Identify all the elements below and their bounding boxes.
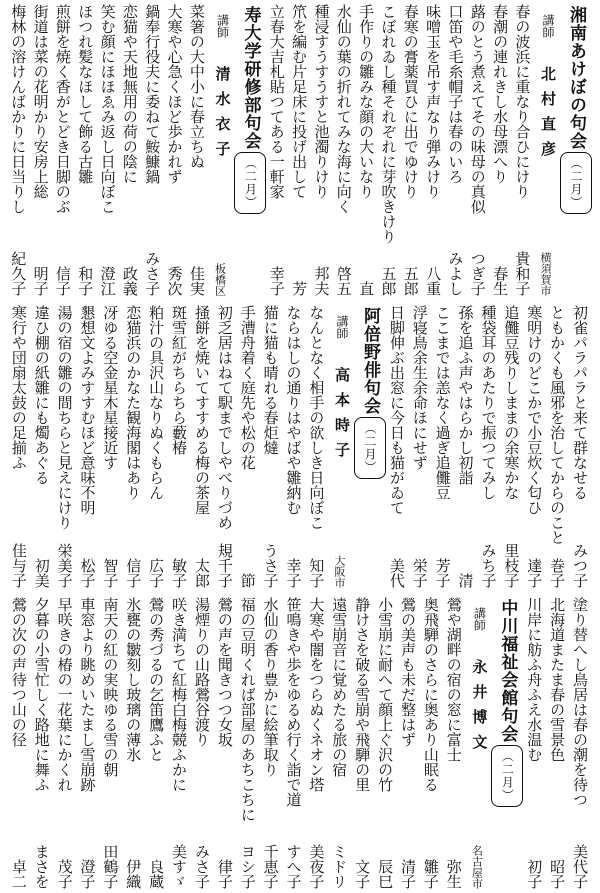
haiku-entry <box>260 597 283 889</box>
haiku-entry <box>31 305 54 588</box>
haiku-text: 煎餅を焼く香がとどき日脚のぶ <box>53 4 72 214</box>
haiku-author: 伊織 <box>124 859 143 889</box>
haiku-text: ほつれ髪なほして飾る古雛 <box>76 4 95 184</box>
lecturer-role: 講師 <box>541 14 555 38</box>
haiku-text: 鶯や湖畔の宿の窓に富士 <box>444 597 463 762</box>
haiku-author: 昭子 <box>548 859 567 889</box>
haiku-author: 信子 <box>124 558 143 588</box>
haiku-author: 田鶴子 <box>101 844 120 889</box>
haiku-entry <box>569 305 592 588</box>
haiku-author: 澄子 <box>78 859 97 889</box>
haiku-text: 手漕舟着く庭先や松の花 <box>238 305 257 470</box>
haiku-entry <box>523 597 546 889</box>
haiku-text: ここまでは恙なく過ぎ追儺豆 <box>433 305 452 500</box>
haiku-author: 五郎 <box>401 266 420 296</box>
kukai-title-text: 阿倍野俳句会 <box>359 307 380 415</box>
haiku-author: 政義 <box>120 266 139 296</box>
haiku-author: 佳実 <box>187 266 206 296</box>
haiku-text: 梅林の溶けんばかりに日当りし <box>9 4 28 214</box>
haiku-text: 鶯の声を聞きつつ女坂 <box>215 597 234 747</box>
haiku-text: 口笛や毛糸帽子は春のいろ <box>446 4 465 184</box>
haiku-text: 北海道またま春の雪景色 <box>548 597 567 762</box>
haiku-author: つぎ子 <box>468 251 487 296</box>
haiku-entry <box>569 597 592 889</box>
haiku-entry <box>490 4 512 296</box>
haiku-text: 川岸に舫ふ舟ふえ水温む <box>525 597 544 762</box>
haiku-author: みつ子 <box>571 543 589 588</box>
kukai-lecturer <box>328 305 354 588</box>
kukai-location: 大阪市 <box>332 555 346 588</box>
haiku-text: 小雪崩に耐へて顔上ぐ沢の竹 <box>376 597 395 792</box>
haiku-entry <box>378 4 400 296</box>
haiku-author: 律子 <box>215 859 234 889</box>
lecturer-name: 北村直彦 <box>539 66 557 166</box>
haiku-text: 南天の紅の実映ゆる雪の朝 <box>101 597 120 777</box>
haiku-text: 恋猫浜のかなた観海閣はあり <box>124 305 143 500</box>
tier-top-columns <box>8 4 592 296</box>
haiku-entry <box>99 305 122 588</box>
haiku-text: 寒明けのどこかで小豆炊く匂ひ <box>525 305 544 515</box>
kukai-lecturer <box>466 597 492 889</box>
haiku-text: ならはしの通りはやばや雛納む <box>284 305 303 515</box>
haiku-text: 静けさを破る雪崩や飛騨の里 <box>353 597 372 792</box>
haiku-author: 栄子 <box>410 558 429 588</box>
haiku-entry <box>145 597 168 889</box>
haiku-author: みさ子 <box>192 844 211 889</box>
haiku-entry <box>374 597 397 889</box>
haiku-author: 美夜子 <box>307 844 326 889</box>
lecturer-role: 講師 <box>472 607 487 631</box>
haiku-entry <box>546 597 569 889</box>
haiku-entry <box>386 305 409 588</box>
haiku-text: 手作りの雛みな顔の大いなり <box>357 4 376 199</box>
haiku-author: 信子 <box>53 266 72 296</box>
haiku-author: みち子 <box>479 543 498 588</box>
haiku-text: 咲き満ちて紅梅白梅競ふかに <box>170 597 189 792</box>
haiku-text: 初乏居はねて駅までしやべりづめ <box>215 305 234 530</box>
haiku-text: 孫を追ふ声やはらかし初詣 <box>456 305 475 485</box>
lecturer-name: 清水衣子 <box>213 66 232 166</box>
haiku-text: 初雀パラパラと来て群なせる <box>571 305 589 500</box>
haiku-author: 清 <box>456 573 475 588</box>
kukai-title <box>234 4 266 296</box>
kukai-month-badge: （二月） <box>491 745 523 807</box>
haiku-entry <box>8 4 30 296</box>
haiku-text: 笊を編む片足床に投げ出して <box>290 4 309 199</box>
haiku-entry <box>523 305 546 588</box>
kukai-location: 横須賀市 <box>539 252 552 296</box>
haiku-entry <box>289 4 311 296</box>
haiku-text: 水仙の葉の折れてみな海に向く <box>334 4 353 214</box>
haiku-author: 澄江 <box>98 266 117 296</box>
haiku-entry <box>30 4 52 296</box>
haiku-author: 敏子 <box>170 558 189 588</box>
haiku-entry <box>409 305 432 588</box>
haiku-entry <box>77 597 100 889</box>
haiku-entry <box>500 305 523 588</box>
haiku-entry <box>168 305 191 588</box>
haiku-entry <box>443 597 466 889</box>
haiku-author: 達子 <box>525 558 544 588</box>
kukai-location: 名古屋市 <box>470 845 484 889</box>
kukai-location: 板橋区 <box>213 263 227 296</box>
tier-middle <box>8 305 592 588</box>
haiku-author: 広子 <box>147 558 166 588</box>
haiku-author: 八重 <box>424 266 443 296</box>
haiku-entry <box>75 4 97 296</box>
lecturer-name: 高本時子 <box>332 367 351 467</box>
haiku-author: 美代子 <box>571 844 589 889</box>
tier-middle-columns <box>8 305 592 588</box>
kukai-lecturer <box>534 4 560 296</box>
kukai-month-badge: （二月） <box>560 152 592 214</box>
haiku-text: 春の波浜に重なり合ひにけり <box>513 4 532 199</box>
kukai-month-badge: （二月） <box>234 152 266 214</box>
haiku-author: 辰巳 <box>376 859 395 889</box>
haiku-entry <box>142 4 164 296</box>
haiku-text: 遠雪崩音に覚めたる旅の宿 <box>330 597 349 777</box>
haiku-text: 立春大吉札貼つてある一軒家 <box>267 4 286 199</box>
kukai-title-text: 中川福祉会館句会 <box>497 599 518 743</box>
haiku-author: 春生 <box>491 266 510 296</box>
haiku-entry <box>432 305 455 588</box>
haiku-entry <box>266 4 288 296</box>
haiku-text: なんとなく相手の欲しき日向ぼこ <box>307 305 326 530</box>
haiku-entry <box>122 597 145 889</box>
haiku-entry <box>99 597 122 889</box>
haiku-author: 五郎 <box>379 266 398 296</box>
haiku-text: 菜箸の大中小に春立ちぬ <box>187 4 206 169</box>
haiku-entry <box>31 597 54 889</box>
haiku-author: 紀久子 <box>9 251 28 296</box>
haiku-entry <box>397 597 420 889</box>
haiku-text: 懇想文よみすすむほど意味不明 <box>78 305 97 515</box>
haiku-author: みさ子 <box>143 251 162 296</box>
haiku-text: 湯煙りの山路鶯谷渡り <box>192 597 211 747</box>
haiku-text: ともかくも風邪を治してからのこと <box>548 305 567 545</box>
haiku-entry <box>512 4 534 296</box>
haiku-author: 巻子 <box>548 558 567 588</box>
haiku-text: 塗り替へし鳥居は春の潮を待つ <box>571 597 589 807</box>
haiku-author: 直 <box>357 281 376 296</box>
haiku-text: 鍋奉行役夫に委ねて鮟鱇鍋 <box>143 4 162 184</box>
haiku-author: 貴和子 <box>513 251 532 296</box>
haiku-author: 弥生 <box>444 859 463 889</box>
haiku-entry <box>445 4 467 296</box>
haiku-text: 味噌玉を吊す声なり弾みけり <box>424 4 443 199</box>
haiku-entry <box>478 305 501 588</box>
haiku-text: 湯の宿の雛の間ちらと見えにけり <box>55 305 74 530</box>
haiku-entry <box>328 597 351 889</box>
haiku-author: 松子 <box>78 558 97 588</box>
haiku-text: 水仙の香り豊かに絵筆取り <box>261 597 280 777</box>
haiku-entry <box>122 305 145 588</box>
haiku-text: 笹鳴きや歩をゆるめ行く詣で道 <box>284 597 303 807</box>
haiku-text: 鶯の美声も未だ整はず <box>398 597 417 747</box>
haiku-entry <box>283 305 306 588</box>
haiku-entry <box>77 305 100 588</box>
haiku-author: 清子 <box>398 859 417 889</box>
tier-bottom-columns <box>8 597 592 889</box>
haiku-text: 街道は菜の花明かり安房上総 <box>31 4 50 199</box>
haiku-text: 大寒や闇をつらぬくネオン塔 <box>307 597 326 792</box>
haiku-text: 奥飛騨のさらに奥あり山眠る <box>421 597 440 792</box>
haiku-entry <box>400 4 422 296</box>
haiku-author: みよし <box>446 251 465 296</box>
haiku-text: 氷甕の皺刻し玻璃の薄氷 <box>124 597 143 762</box>
haiku-entry <box>546 305 569 588</box>
haiku-text: 春寒の膏薬買ひに出でゆけり <box>401 4 420 199</box>
haiku-text: 斑雪紅がちらちら藪椿 <box>170 305 189 455</box>
haiku-text: 種袋耳のあたりで振つてみし <box>479 305 498 500</box>
kukai-title-text: 寿大学研修部句会 <box>240 6 261 150</box>
haiku-author: 和子 <box>76 266 95 296</box>
haiku-text: 違ひ棚の紙雛にも燭あぐる <box>32 305 51 485</box>
haiku-entry <box>187 4 209 296</box>
haiku-author: 智子 <box>101 558 120 588</box>
haiku-entry <box>455 305 478 588</box>
haiku-entry <box>467 4 489 296</box>
haiku-author: 幸子 <box>284 558 303 588</box>
haiku-entry <box>306 305 329 588</box>
haiku-entry <box>420 597 443 889</box>
haiku-entry <box>97 4 119 296</box>
haiku-text: 鶯の次の声待つ山の径 <box>9 597 28 747</box>
haiku-author: 文子 <box>353 859 372 889</box>
haiku-author: 美代 <box>387 558 406 588</box>
kukai-title <box>560 4 592 296</box>
haiku-entry <box>54 305 77 588</box>
haiku-entry <box>237 597 260 889</box>
haiku-author: 芳 <box>290 281 309 296</box>
haiku-entry <box>145 305 168 588</box>
haiku-text: 種浸すうすうすと池濁りけり <box>312 4 331 199</box>
haiku-entry <box>306 597 329 889</box>
haiku-author: 良蔵 <box>147 859 166 889</box>
haiku-entry <box>333 4 355 296</box>
haiku-entry <box>8 597 31 889</box>
haiku-text: 蕗のとう煮えてその味母の真似 <box>468 4 487 214</box>
haiku-entry <box>351 597 374 889</box>
haiku-author: 雛子 <box>421 859 440 889</box>
haiku-entry <box>168 597 191 889</box>
haiku-entry <box>283 597 306 889</box>
haiku-text: 春潮の連れきし水母漂へり <box>491 4 510 184</box>
haiku-author: 初子 <box>525 859 544 889</box>
haiku-entry <box>191 597 214 889</box>
haiku-entry <box>54 597 77 889</box>
haiku-text: 猫に猫も晴れる春炬燵 <box>261 305 280 455</box>
lecturer-role: 講師 <box>334 315 349 339</box>
haiku-entry <box>164 4 186 296</box>
haiku-text: 冴ゆる空金星木星接近す <box>101 305 120 470</box>
kukai-title-text: 湘南あけぼの句会 <box>566 6 586 150</box>
haiku-entry <box>191 305 214 588</box>
haiku-author: 秀次 <box>165 266 184 296</box>
haiku-author: 邦夫 <box>312 266 331 296</box>
kukai-title <box>491 597 523 889</box>
haiku-entry <box>356 4 378 296</box>
haiku-text: 福の豆明くれば部屋のあちこちに <box>238 597 257 822</box>
haiku-entry <box>214 305 237 588</box>
haiku-author: 明子 <box>31 266 50 296</box>
haiku-entry <box>311 4 333 296</box>
haiku-text: 大寒や心急くほど歩かれず <box>165 4 184 184</box>
haiku-text: 夕暮の小雪忙しく路地に舞ふ <box>32 597 51 792</box>
haiku-text: 日脚伸ぶ出窓に今日も猫がゐて <box>387 305 406 515</box>
haiku-author: 美すゞ <box>170 844 189 889</box>
lecturer-role: 講師 <box>215 14 230 38</box>
haiku-author: 里枝子 <box>502 543 521 588</box>
haiku-author: 知子 <box>307 558 326 588</box>
haiku-author: 幸子 <box>267 266 286 296</box>
haiku-author: まさを <box>32 844 51 889</box>
kukai-title <box>354 305 386 588</box>
haiku-text: 車窓より眺めいたまし雪崩跡 <box>78 597 97 792</box>
haiku-text: 追儺豆残りしままの余寒かな <box>502 305 521 500</box>
haiku-author: 千恵子 <box>261 844 280 889</box>
haiku-text: 粕汁の具沢山なりぬくもらん <box>147 305 166 500</box>
tier-top <box>8 4 592 296</box>
haiku-author: 規千子 <box>215 543 234 588</box>
lecturer-name: 永井博文 <box>470 659 489 759</box>
kukai-month-badge: （二月） <box>354 417 386 479</box>
haiku-text: 早咲きの椿の一花葉にかくれ <box>55 597 74 792</box>
haiku-text: 浮寝鳥余生余命ほにせず <box>410 305 429 470</box>
haiku-text: 笑む顔にほほゑみ返し日向ぼこ <box>98 4 117 214</box>
haiku-author: 卓二 <box>9 859 28 889</box>
haiku-author: うさ子 <box>261 543 280 588</box>
haiku-author: 啓五 <box>334 266 353 296</box>
haiku-entry <box>120 4 142 296</box>
haiku-author: 栄美子 <box>55 543 74 588</box>
haiku-text: こぼれゐし種それぞれに芽吹きけり <box>379 4 398 244</box>
haiku-author: ミドリ <box>330 844 349 889</box>
haiku-text: 寒行や団扇太鼓の足揃ふ <box>9 305 28 470</box>
haiku-author: 芳子 <box>433 558 452 588</box>
haiku-entry <box>423 4 445 296</box>
kukai-lecturer <box>209 4 235 296</box>
haiku-author: ヨシ子 <box>238 844 257 889</box>
haiku-author: 初美 <box>32 558 51 588</box>
tier-bottom <box>8 597 592 889</box>
haiku-entry <box>214 597 237 889</box>
haiku-text: 恋猫や天地無用の荷の陰に <box>120 4 139 184</box>
haiku-text: 鶯の秀づるの乞笛鷹ふと <box>147 597 166 762</box>
haiku-author: 佳与子 <box>9 543 28 588</box>
haiku-author: 太郎 <box>192 558 211 588</box>
haiku-entry <box>237 305 260 588</box>
haiku-author: 茂子 <box>55 859 74 889</box>
haiku-text: 掻餅を焼いてすすめる梅の茶屋 <box>192 305 211 515</box>
haiku-entry <box>260 305 283 588</box>
haiku-author: すへ子 <box>284 844 303 889</box>
haiku-entry <box>8 305 31 588</box>
haiku-entry <box>53 4 75 296</box>
haiku-author: 節 <box>238 573 257 588</box>
